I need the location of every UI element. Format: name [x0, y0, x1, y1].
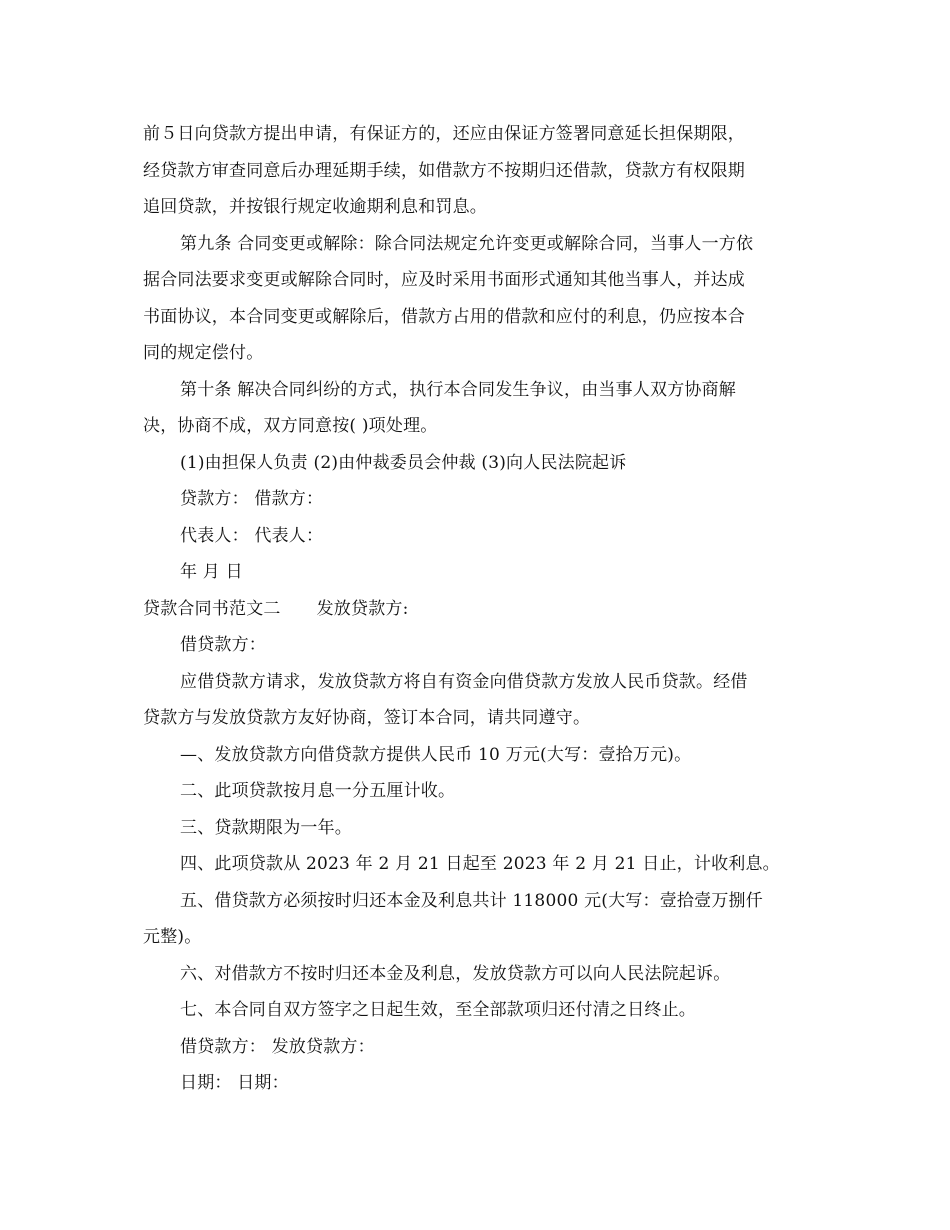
text-line: 七、本合同自双方签字之日起生效，至全部款项归还付清之日终止。 — [180, 1000, 696, 1020]
text-line: 借贷款方： — [180, 635, 266, 655]
text-line: 日期： 日期： — [180, 1073, 289, 1093]
text-line: 代表人： 代表人： — [180, 525, 324, 546]
text-line: 六、对借款方不按时归还本金及利息，发放贷款方可以向人民法院起诉。 — [180, 963, 731, 984]
text-line: 元整)。 — [143, 927, 202, 947]
text-line: 二、此项贷款按月息一分五厘计收。 — [180, 781, 456, 801]
text-line: 据合同法要求变更或解除合同时，应及时采用书面形式通知其他当事人，并达成 — [143, 270, 745, 290]
text-line: 借贷款方： 发放贷款方： — [180, 1036, 375, 1057]
text-line: 经贷款方审查同意后办理延期手续，如借款方不按期归还借款，贷款方有权限期 — [143, 160, 745, 181]
section-title: 贷款合同书范文二 — [143, 598, 281, 619]
text-line: 第九条 合同变更或解除：除合同法规定允许变更或解除合同，当事人一方依 — [180, 233, 754, 254]
text-line: 决，协商不成，双方同意按( )项处理。 — [143, 416, 438, 436]
text-line: 同的规定偿付。 — [143, 343, 264, 363]
text-line: —、发放贷款方向借贷款方提供人民币 10 万元(大写：壹拾万元)。 — [180, 744, 692, 765]
text-line: 贷款方： 借款方： — [180, 489, 324, 509]
text-line: 书面协议，本合同变更或解除后，借款方占用的借款和应付的利息，仍应按本合 — [143, 306, 745, 327]
contract-clauses-part-two — [143, 627, 808, 1102]
text-line: 应借贷款方请求，发放贷款方将自有资金向借贷款方发放人民币贷款。经借 — [180, 671, 748, 692]
text-line: 第十条 解决合同纠纷的方式，执行本合同发生争议，由当事人双方协商解 — [180, 379, 737, 400]
lender-label: 发放贷款方: — [316, 598, 409, 619]
text-line: (1)由担保人负责 (2)由仲裁委员会仲裁 (3)向人民法院起诉 — [180, 452, 627, 473]
text-line: 追回贷款，并按银行规定收逾期利息和罚息。 — [143, 197, 487, 217]
text-line: 前５日向贷款方提出申请，有保证方的，还应由保证方签署同意延长担保期限， — [143, 124, 745, 144]
text-line: 贷款方与发放贷款方友好协商，签订本合同，请共同遵守。 — [143, 708, 591, 728]
text-line: 四、此项贷款从 2023 年 2 月 21 日起至 2023 年 2 月 21 日止，计收利息。 — [180, 854, 780, 874]
section-title-line — [143, 591, 808, 628]
contract-clauses-part-one — [143, 116, 808, 591]
document-page — [143, 116, 808, 1102]
text-line: 年 月 日 — [180, 562, 243, 582]
text-line: 五、借贷款方必须按时归还本金及利息共计 118000 元(大写：壹拾壹万捌仟 — [180, 890, 763, 911]
text-line: 三、贷款期限为一年。 — [180, 817, 352, 838]
